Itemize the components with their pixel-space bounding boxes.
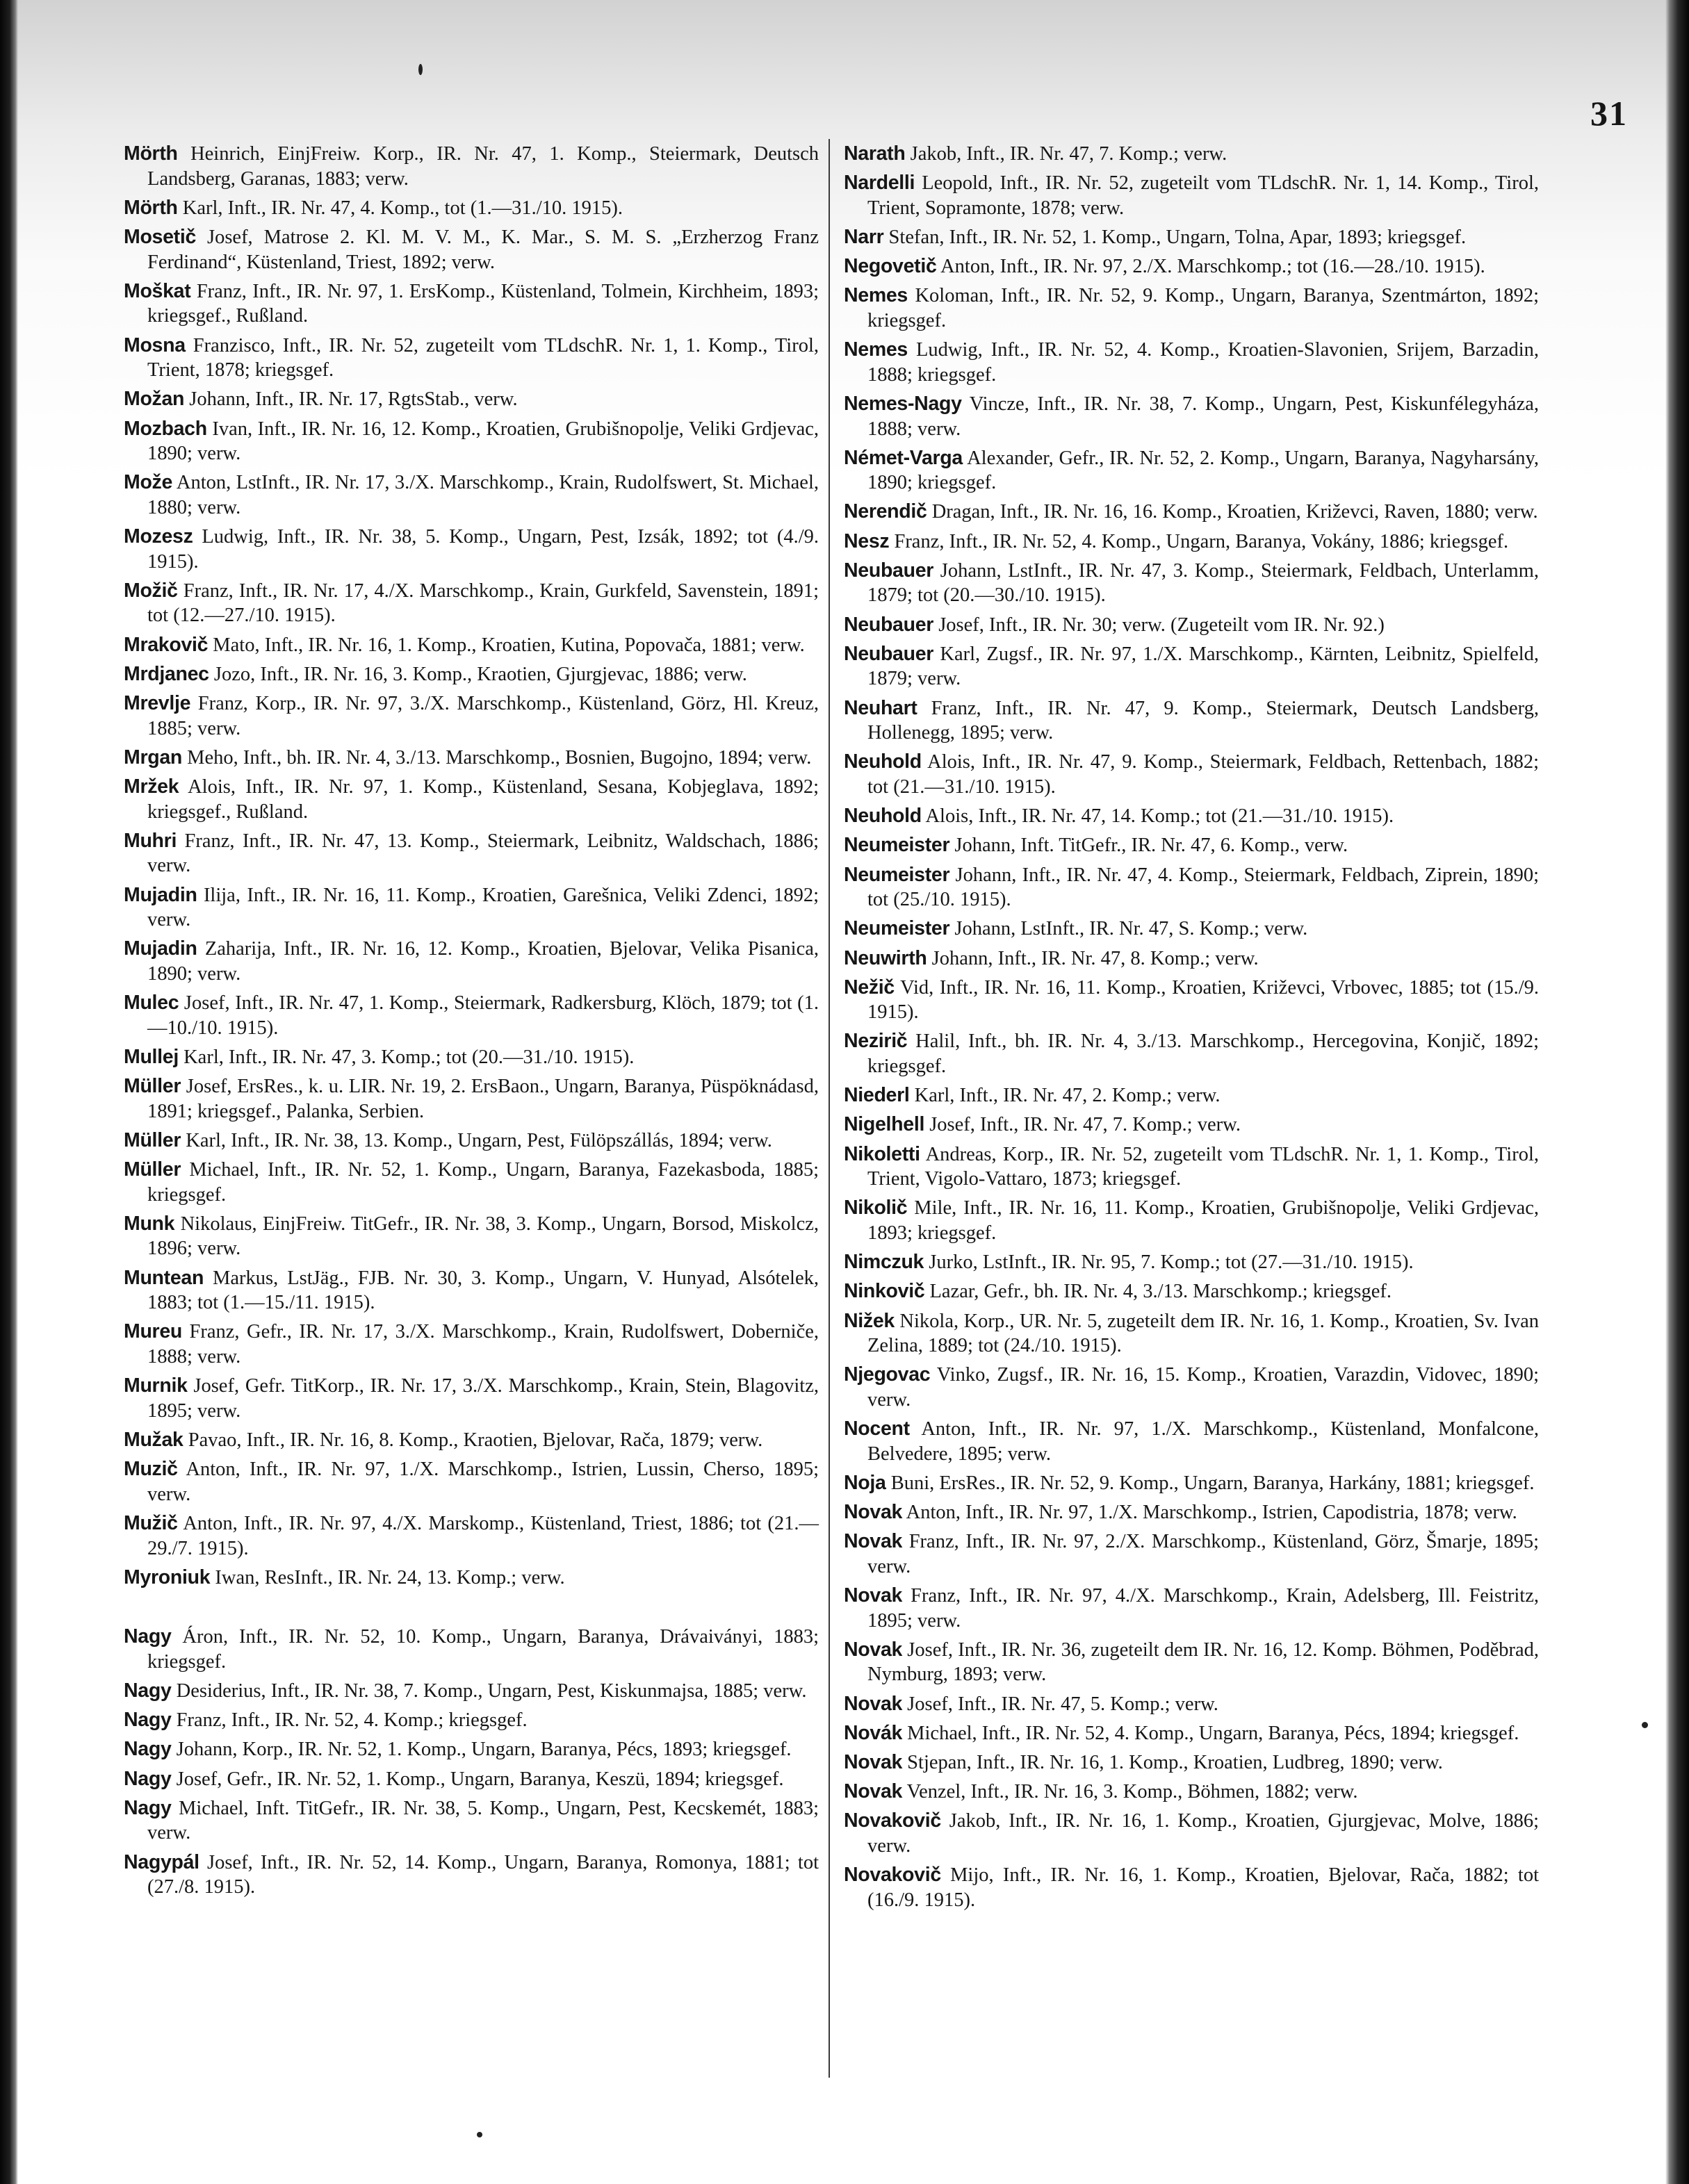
entry-details: Franz, Inft., IR. Nr. 47, 9. Komp., Steiermark, Deutsch Landsberg, Hollenegg, 1895; verw. xyxy=(867,697,1539,744)
register-entry xyxy=(844,1863,1539,1912)
entry-details: Franz, Gefr., IR. Nr. 17, 3./X. Marschkomp., Krain, Rudolfswert, Doberniče, 1888; verw. xyxy=(147,1321,819,1368)
entry-details: Leopold, Inft., IR. Nr. 52, zugeteilt vom TLdschR. Nr. 1, 14. Komp., Tirol, Trient, Sopramonte, 1878; verw. xyxy=(867,172,1539,219)
entry-details: Stefan, Inft., IR. Nr. 52, 1. Komp., Ungarn, Tolna, Apar, 1893; kriegsgef. xyxy=(888,226,1467,248)
entry-details: Josef, Gefr., IR. Nr. 52, 1. Komp., Ungarn, Baranya, Keszü, 1894; kriegsgef. xyxy=(176,1768,784,1790)
register-entry xyxy=(844,284,1539,333)
entry-details: Alexander, Gefr., IR. Nr. 52, 2. Komp., Ungarn, Baranya, Nagyharsány, 1890; kriegsgef. xyxy=(867,447,1540,494)
entry-surname: Niederl xyxy=(844,1084,910,1107)
entry-surname: Novak xyxy=(844,1692,903,1715)
register-entry xyxy=(844,1250,1539,1275)
entry-surname: Muzič xyxy=(124,1458,178,1481)
register-entry xyxy=(124,1850,819,1900)
entry-surname: Nagypál xyxy=(124,1850,199,1873)
register-entry xyxy=(124,1511,819,1561)
register-entry xyxy=(844,142,1539,167)
register-entry xyxy=(844,1309,1539,1358)
register-entry xyxy=(124,883,819,933)
entry-surname: Murnik xyxy=(124,1374,188,1397)
entry-surname: Nesz xyxy=(844,529,890,552)
entry-surname: Nikoletti xyxy=(844,1142,920,1165)
register-entry xyxy=(844,1584,1539,1633)
register-entry xyxy=(844,1029,1539,1078)
register-entry xyxy=(844,254,1539,279)
register-entry xyxy=(124,1625,819,1674)
register-entry xyxy=(844,500,1539,525)
entry-surname: Neumeister xyxy=(844,863,950,886)
register-entry xyxy=(124,1457,819,1506)
register-entry xyxy=(844,225,1539,250)
entry-details: Johann, Inft., IR. Nr. 47, 4. Komp., Steiermark, Feldbach, Ziprein, 1890; tot (25./10. 1915). xyxy=(867,864,1539,911)
entry-details: Josef, Inft., IR. Nr. 52, 14. Komp., Ungarn, Baranya, Romonya, 1881; tot (27./8. 1915). xyxy=(147,1851,819,1898)
entry-surname: Negovetič xyxy=(844,255,937,278)
entry-surname: Mrevlje xyxy=(124,692,191,714)
register-entry xyxy=(124,1796,819,1846)
entry-surname: Müller xyxy=(124,1128,181,1151)
entry-surname: Neuhold xyxy=(844,750,922,773)
entry-surname: Nemes xyxy=(844,338,908,361)
entry-surname: Mrgan xyxy=(124,746,183,769)
page-number: 31 xyxy=(1590,94,1628,133)
register-entry xyxy=(844,1279,1539,1304)
entry-surname: Noja xyxy=(844,1471,886,1494)
register-entry xyxy=(124,525,819,574)
entry-surname: Mozbach xyxy=(124,417,207,440)
entry-surname: Novák xyxy=(844,1721,903,1744)
entry-surname: Mujadin xyxy=(124,937,197,960)
entry-surname: Neumeister xyxy=(844,917,950,940)
entry-surname: Nezirič xyxy=(844,1030,908,1053)
entry-details: Anton, LstInft., IR. Nr. 17, 3./X. Marschkomp., Krain, Rudolfswert, St. Michael, 1880; verw. xyxy=(147,472,819,518)
entry-surname: Novak xyxy=(844,1584,903,1607)
entry-details: Buni, ErsRes., IR. Nr. 52, 9. Komp., Ungarn, Baranya, Harkány, 1881; kriegsgef. xyxy=(890,1472,1535,1494)
register-entry xyxy=(124,691,819,741)
entry-details: Karl, Inft., IR. Nr. 38, 13. Komp., Ungarn, Pest, Fülöpszállás, 1894; verw. xyxy=(186,1129,772,1151)
entry-details: Iwan, ResInft., IR. Nr. 24, 13. Komp.; verw. xyxy=(215,1566,565,1588)
entry-surname: Nagy xyxy=(124,1796,172,1819)
entry-details: Vinko, Zugsf., IR. Nr. 16, 15. Komp., Kroatien, Varazdin, Vidovec, 1890; verw. xyxy=(867,1364,1539,1411)
register-entry xyxy=(844,1809,1539,1858)
entry-surname: Mosna xyxy=(124,334,186,356)
register-entry xyxy=(844,833,1539,858)
entry-surname: Možan xyxy=(124,388,185,411)
entry-surname: Nagy xyxy=(124,1709,172,1732)
entry-details: Alois, Inft., IR. Nr. 47, 14. Komp.; tot (21.—31./10. 1915). xyxy=(925,805,1394,828)
entry-details: Venzel, Inft., IR. Nr. 16, 3. Komp., Böhmen, 1882; verw. xyxy=(906,1781,1358,1803)
entry-details: Karl, Inft., IR. Nr. 47, 2. Komp.; verw. xyxy=(914,1085,1221,1107)
scan-speck xyxy=(418,64,423,75)
entry-surname: Narr xyxy=(844,225,884,248)
entry-details: Franz, Inft., IR. Nr. 17, 4./X. Marschkomp., Krain, Gurkfeld, Savenstein, 1891; tot (12.—27./10. 1915). xyxy=(147,580,819,627)
entry-surname: Narath xyxy=(844,142,906,165)
register-entry xyxy=(124,1566,819,1591)
entry-details: Josef, Inft., IR. Nr. 30; verw. (Zugeteilt vom IR. Nr. 92.) xyxy=(938,614,1385,636)
entry-surname: Mureu xyxy=(124,1320,183,1343)
register-entry xyxy=(844,1692,1539,1717)
entry-details: Josef, ErsRes., k. u. LIR. Nr. 19, 2. ErsBaon., Ungarn, Baranya, Püspöknádasd, 1891; kriegsgef., Palanka, Serbien. xyxy=(147,1076,819,1122)
entry-details: Franz, Inft., IR. Nr. 47, 13. Komp., Steiermark, Leibnitz, Waldschach, 1886; verw. xyxy=(147,830,819,877)
register-entry xyxy=(124,1679,819,1704)
entry-surname: Neuhold xyxy=(844,805,922,828)
entry-details: Johann, Inft. TitGefr., IR. Nr. 47, 6. Komp., verw. xyxy=(954,835,1348,857)
entry-details: Franz, Inft., IR. Nr. 97, 4./X. Marschkomp., Krain, Adelsberg, Ill. Feistritz, 1895; verw. xyxy=(867,1585,1539,1632)
scan-border-left xyxy=(0,0,18,2184)
register-entry xyxy=(124,937,819,986)
register-entry xyxy=(124,225,819,274)
register-entry xyxy=(844,863,1539,912)
entry-surname: Neumeister xyxy=(844,834,950,857)
register-entry xyxy=(844,1417,1539,1466)
register-entry xyxy=(844,976,1539,1025)
register-entry xyxy=(124,1128,819,1153)
entry-details: Stjepan, Inft., IR. Nr. 16, 1. Komp., Kroatien, Ludbreg, 1890; verw. xyxy=(907,1752,1443,1773)
register-entry xyxy=(844,917,1539,942)
entry-surname: Nigelhell xyxy=(844,1113,925,1136)
entry-surname: Mörth xyxy=(124,142,178,165)
entry-surname: Novakovič xyxy=(844,1864,941,1887)
entry-surname: Neubauer xyxy=(844,613,934,636)
entry-surname: Mozesz xyxy=(124,525,193,548)
entry-surname: Nagy xyxy=(124,1680,172,1702)
entry-surname: Nižek xyxy=(844,1309,895,1332)
register-entry xyxy=(844,642,1539,691)
entry-details: Alois, Inft., IR. Nr. 97, 1. Komp., Küstenland, Sesana, Kobjeglava, 1892; kriegsgef., Rußland. xyxy=(147,775,819,823)
entry-details: Franz, Inft., IR. Nr. 97, 2./X. Marschkomp., Küstenland, Görz, Šmarje, 1895; verw. xyxy=(867,1531,1539,1577)
register-entry xyxy=(844,1083,1539,1108)
register-entry xyxy=(844,696,1539,746)
entry-surname: Mužič xyxy=(124,1511,178,1534)
entry-details: Nikolaus, EinjFreiw. TitGefr., IR. Nr. 38, 3. Komp., Ungarn, Borsod, Miskolcz, 1896; verw. xyxy=(147,1213,819,1260)
register-entry xyxy=(844,338,1539,387)
register-entry xyxy=(844,1112,1539,1138)
register-entry xyxy=(844,1750,1539,1775)
register-entry xyxy=(124,1045,819,1070)
entry-surname: Müller xyxy=(124,1158,181,1181)
register-entry xyxy=(124,1708,819,1733)
entry-surname: Mrakovič xyxy=(124,633,209,656)
entry-details: Jozo, Inft., IR. Nr. 16, 3. Komp., Kraotien, Gjurgjevac, 1886; verw. xyxy=(213,663,747,685)
entry-details: Franz, Inft., IR. Nr. 97, 1. ErsKomp., Küstenland, Tolmein, Kirchheim, 1893; kriegsgef., Rußland. xyxy=(147,280,819,327)
entry-details: Josef, Inft., IR. Nr. 47, 5. Komp.; verw. xyxy=(907,1693,1218,1715)
scan-speck xyxy=(477,2132,482,2137)
entry-surname: Mosetič xyxy=(124,225,197,248)
entry-details: Johann, Inft., IR. Nr. 17, RgtsStab., verw. xyxy=(189,388,518,411)
entry-surname: Müller xyxy=(124,1075,181,1098)
register-entry xyxy=(844,559,1539,608)
entry-surname: Nardelli xyxy=(844,172,915,195)
entry-details: Karl, Inft., IR. Nr. 47, 4. Komp., tot (1.—31./10. 1915). xyxy=(182,197,623,219)
entry-details: Johann, LstInft., IR. Nr. 47, 3. Komp., Steiermark, Feldbach, Unterlamm, 1879; tot (20.—30./10. 1915). xyxy=(867,559,1540,607)
entry-surname: Nemes xyxy=(844,284,908,307)
entry-details: Mijo, Inft., IR. Nr. 16, 1. Komp., Kroatien, Bjelovar, Rača, 1882; tot (16./9. 1915). xyxy=(867,1864,1539,1911)
entry-details: Josef, Gefr. TitKorp., IR. Nr. 17, 3./X. Marschkomp., Krain, Stein, Blagovitz, 1895; verw. xyxy=(147,1375,819,1422)
entry-surname: Nocent xyxy=(844,1418,910,1440)
register-entry xyxy=(844,1721,1539,1746)
register-entry xyxy=(124,1374,819,1423)
entry-details: Michael, Inft., IR. Nr. 52, 4. Komp., Ungarn, Baranya, Pécs, 1894; kriegsgef. xyxy=(907,1722,1519,1744)
entry-surname: Mujadin xyxy=(124,883,197,906)
left-column xyxy=(124,142,819,1904)
register-entry xyxy=(124,1737,819,1762)
entry-details: Meho, Inft., bh. IR. Nr. 4, 3./13. Marschkomp., Bosnien, Bugojno, 1894; verw. xyxy=(187,746,812,769)
entry-details: Ilija, Inft., IR. Nr. 16, 11. Komp., Kroatien, Garešnica, Veliki Zdenci, 1892; verw. xyxy=(147,884,819,931)
entry-surname: Neubauer xyxy=(844,642,934,665)
entry-surname: Mužak xyxy=(124,1428,183,1451)
right-column xyxy=(844,142,1539,1917)
entry-details: Jurko, LstInft., IR. Nr. 95, 7. Komp.; tot (27.—31./10. 1915). xyxy=(929,1251,1414,1274)
entry-details: Michael, Inft. TitGefr., IR. Nr. 38, 5. Komp., Ungarn, Pest, Kecskemét, 1883; verw. xyxy=(147,1797,819,1844)
register-entry xyxy=(844,946,1539,971)
entry-details: Ludwig, Inft., IR. Nr. 52, 4. Komp., Kroatien-Slavonien, Srijem, Barzadin, 1888; kriegsgef. xyxy=(867,339,1539,386)
entry-details: Franz, Korp., IR. Nr. 97, 3./X. Marschkomp., Küstenland, Görz, Hl. Kreuz, 1885; verw. xyxy=(147,693,819,739)
entry-surname: Mrdjanec xyxy=(124,662,209,685)
register-entry xyxy=(844,1529,1539,1579)
entry-details: Josef, Inft., IR. Nr. 47, 1. Komp., Steiermark, Radkersburg, Klöch, 1879; tot (1.—10./10. 1915). xyxy=(147,992,819,1039)
register-entry xyxy=(844,804,1539,829)
entry-details: Dragan, Inft., IR. Nr. 16, 16. Komp., Kroatien, Križevci, Raven, 1880; verw. xyxy=(931,501,1538,523)
entry-details: Franz, Inft., IR. Nr. 52, 4. Komp.; kriegsgef. xyxy=(176,1709,528,1732)
register-entry xyxy=(124,1158,819,1207)
entry-surname: Mržek xyxy=(124,775,179,798)
entry-surname: Muhri xyxy=(124,829,177,852)
entry-details: Mile, Inft., IR. Nr. 16, 11. Komp., Kroatien, Grubišnopolje, Veliki Grdjevac, 1893; kriegsgef. xyxy=(867,1197,1540,1244)
entry-details: Áron, Inft., IR. Nr. 52, 10. Komp., Ungarn, Baranya, Drávaiványi, 1883; kriegsgef. xyxy=(147,1626,819,1673)
register-entry xyxy=(844,1638,1539,1687)
entry-details: Vid, Inft., IR. Nr. 16, 11. Komp., Kroatien, Križevci, Vrbovec, 1885; tot (15./9. 1915). xyxy=(867,976,1539,1024)
entry-surname: Neuwirth xyxy=(844,946,927,969)
entry-surname: Mullej xyxy=(124,1045,179,1068)
entry-details: Michael, Inft., IR. Nr. 52, 1. Komp., Ungarn, Baranya, Fazekasboda, 1885; kriegsgef. xyxy=(147,1159,819,1206)
register-entry xyxy=(844,1500,1539,1525)
register-entry xyxy=(124,1320,819,1369)
register-entry xyxy=(844,1142,1539,1192)
register-entry xyxy=(124,775,819,824)
register-entry xyxy=(124,279,819,329)
register-entry xyxy=(124,1212,819,1261)
register-entry xyxy=(124,196,819,221)
entry-details: Johann, LstInft., IR. Nr. 47, S. Komp.; verw. xyxy=(954,918,1308,940)
entry-details: Lazar, Gefr., bh. IR. Nr. 4, 3./13. Marschkomp.; kriegsgef. xyxy=(929,1281,1392,1303)
register-entry xyxy=(124,1767,819,1792)
entry-surname: Nikolič xyxy=(844,1197,908,1220)
register-entry xyxy=(124,334,819,383)
register-entry xyxy=(124,579,819,628)
entry-details: Anton, Inft., IR. Nr. 97, 1./X. Marschkomp., Istrien, Capodistria, 1878; verw. xyxy=(906,1502,1517,1524)
entry-surname: Novak xyxy=(844,1751,903,1773)
register-entry xyxy=(844,1471,1539,1496)
entry-details: Ivan, Inft., IR. Nr. 16, 12. Komp., Kroatien, Grubišnopolje, Veliki Grdjevac, 1890; verw. xyxy=(147,418,819,465)
register-entry xyxy=(124,417,819,466)
entry-details: Franzisco, Inft., IR. Nr. 52, zugeteilt vom TLdschR. Nr. 1, 1. Komp., Tirol, Trient, 1878; kriegsgef. xyxy=(147,334,819,381)
register-entry xyxy=(124,991,819,1040)
entry-surname: Neuhart xyxy=(844,696,917,719)
entry-surname: Munk xyxy=(124,1212,175,1235)
entry-details: Franz, Inft., IR. Nr. 52, 4. Komp., Ungarn, Baranya, Vokány, 1886; kriegsgef. xyxy=(894,530,1509,552)
entry-details: Heinrich, EinjFreiw. Korp., IR. Nr. 47, 1. Komp., Steiermark, Deutsch Landsberg, Garanas, 1883; verw. xyxy=(147,143,819,190)
entry-surname: Novakovič xyxy=(844,1809,941,1832)
register-entry xyxy=(844,171,1539,220)
entry-surname: Nagy xyxy=(124,1767,172,1790)
register-entry xyxy=(844,529,1539,555)
register-entry xyxy=(844,613,1539,638)
entry-surname: Novak xyxy=(844,1780,903,1803)
entry-surname: Moškat xyxy=(124,279,191,302)
entry-surname: Mörth xyxy=(124,196,178,219)
entry-details: Zaharija, Inft., IR. Nr. 16, 12. Komp., Kroatien, Bjelovar, Velika Pisanica, 1890; verw. xyxy=(147,938,819,985)
entry-surname: Novak xyxy=(844,1501,903,1524)
scan-speck xyxy=(1642,1722,1648,1728)
entry-surname: Myroniuk xyxy=(124,1566,211,1588)
entry-surname: Nimczuk xyxy=(844,1251,924,1274)
register-entry xyxy=(124,470,819,520)
entry-details: Desiderius, Inft., IR. Nr. 38, 7. Komp., Ungarn, Pest, Kiskunmajsa, 1885; verw. xyxy=(176,1680,807,1702)
entry-details: Johann, Korp., IR. Nr. 52, 1. Komp., Ungarn, Baranya, Pécs, 1893; kriegsgef. xyxy=(176,1739,792,1761)
entry-details: Johann, Inft., IR. Nr. 47, 8. Komp.; verw. xyxy=(931,947,1259,969)
register-entry xyxy=(124,142,819,191)
entry-details: Josef, Inft., IR. Nr. 36, zugeteilt dem IR. Nr. 16, 12. Komp. Böhmen, Poděbrad, Nymburg, 1893; verw. xyxy=(867,1639,1539,1686)
entry-details: Anton, Inft., IR. Nr. 97, 1./X. Marschkomp., Küstenland, Monfalcone, Belvedere, 1895; verw. xyxy=(867,1418,1539,1465)
register-entry xyxy=(844,446,1539,495)
register-entry xyxy=(124,1266,819,1315)
entry-surname: Nagy xyxy=(124,1738,172,1761)
register-entry xyxy=(124,746,819,771)
entry-surname: Možič xyxy=(124,579,178,602)
register-entry xyxy=(124,387,819,412)
entry-details: Jakob, Inft., IR. Nr. 16, 1. Komp., Kroatien, Gjurgjevac, Molve, 1886; verw. xyxy=(867,1810,1539,1857)
entry-details: Andreas, Korp., IR. Nr. 52, zugeteilt vom TLdschR. Nr. 1, 1. Komp., Tirol, Trient, Vigolo-Vattaro, 1873; kriegsgef. xyxy=(867,1143,1539,1190)
entry-details: Koloman, Inft., IR. Nr. 52, 9. Komp., Ungarn, Baranya, Szentmárton, 1892; kriegsgef. xyxy=(867,285,1539,331)
entry-details: Josef, Matrose 2. Kl. M. V. M., K. Mar., S. M. S. „Erzherzog Franz Ferdinand“, Küstenland, Triest, 1892; verw. xyxy=(147,226,819,273)
entry-details: Karl, Zugsf., IR. Nr. 97, 1./X. Marschkomp., Kärnten, Leibnitz, Spielfeld, 1879; verw. xyxy=(867,643,1540,690)
register-entry xyxy=(844,392,1539,441)
entry-details: Ludwig, Inft., IR. Nr. 38, 5. Komp., Ungarn, Pest, Izsák, 1892; tot (4./9. 1915). xyxy=(147,526,819,573)
entry-details: Pavao, Inft., IR. Nr. 16, 8. Komp., Kraotien, Bjelovar, Rača, 1879; verw. xyxy=(188,1429,763,1451)
entry-details: Alois, Inft., IR. Nr. 47, 9. Komp., Steiermark, Feldbach, Rettenbach, 1882; tot (21.—31./10. 1915). xyxy=(867,751,1539,798)
register-entry xyxy=(844,750,1539,799)
entry-surname: Neubauer xyxy=(844,559,934,582)
entry-surname: Ninkovič xyxy=(844,1280,925,1303)
entry-details: Halil, Inft., bh. IR. Nr. 4, 3./13. Marschkomp., Hercegovina, Konjič, 1892; kriegsgef. xyxy=(867,1031,1539,1078)
register-entry xyxy=(844,1780,1539,1805)
register-entry xyxy=(124,1428,819,1453)
scan-border-right xyxy=(1665,0,1689,2184)
entry-surname: Njegovac xyxy=(844,1363,931,1386)
register-entry xyxy=(124,633,819,658)
entry-surname: Novak xyxy=(844,1638,903,1661)
entry-details: Karl, Inft., IR. Nr. 47, 3. Komp.; tot (20.—31./10. 1915). xyxy=(183,1046,635,1068)
entry-details: Jakob, Inft., IR. Nr. 47, 7. Komp.; verw. xyxy=(910,143,1227,165)
register-entry xyxy=(124,829,819,878)
entry-surname: Nežič xyxy=(844,976,895,999)
entry-details: Mato, Inft., IR. Nr. 16, 1. Komp., Kroatien, Kutina, Popovača, 1881; verw. xyxy=(213,634,805,656)
entry-surname: Mulec xyxy=(124,992,179,1015)
entry-surname: Novak xyxy=(844,1530,903,1553)
entry-surname: Német-Varga xyxy=(844,446,963,469)
entry-details: Nikola, Korp., UR. Nr. 5, zugeteilt dem IR. Nr. 16, 1. Komp., Kroatien, Sv. Ivan Zelina, 1889; tot (24./10. 1915). xyxy=(867,1310,1539,1357)
entry-surname: Nagy xyxy=(124,1625,172,1648)
entry-details: Anton, Inft., IR. Nr. 97, 4./X. Marskomp., Küstenland, Triest, 1886; tot (21.—29./7. 1915). xyxy=(147,1512,819,1559)
register-entry xyxy=(844,1196,1539,1245)
entry-details: Anton, Inft., IR. Nr. 97, 2./X. Marschkomp.; tot (16.—28./10. 1915). xyxy=(940,256,1485,278)
register-entry xyxy=(124,1074,819,1124)
entry-details: Anton, Inft., IR. Nr. 97, 1./X. Marschkomp., Istrien, Lussin, Cherso, 1895; verw. xyxy=(147,1459,819,1505)
entry-surname: Nemes-Nagy xyxy=(844,392,962,415)
entry-details: Markus, LstJäg., FJB. Nr. 30, 3. Komp., Ungarn, V. Hunyad, Alsótelek, 1883; tot (1.—15./11. 1915). xyxy=(147,1267,819,1314)
entry-surname: Muntean xyxy=(124,1266,204,1289)
entry-surname: Može xyxy=(124,471,173,494)
entry-details: Vincze, Inft., IR. Nr. 38, 7. Komp., Ungarn, Pest, Kiskunfélegyháza, 1888; verw. xyxy=(867,393,1539,440)
entry-details: Josef, Inft., IR. Nr. 47, 7. Komp.; verw. xyxy=(929,1114,1241,1136)
column-divider xyxy=(829,139,830,2078)
register-entry xyxy=(124,662,819,687)
register-entry xyxy=(844,1363,1539,1412)
entry-surname: Nerendič xyxy=(844,500,927,523)
